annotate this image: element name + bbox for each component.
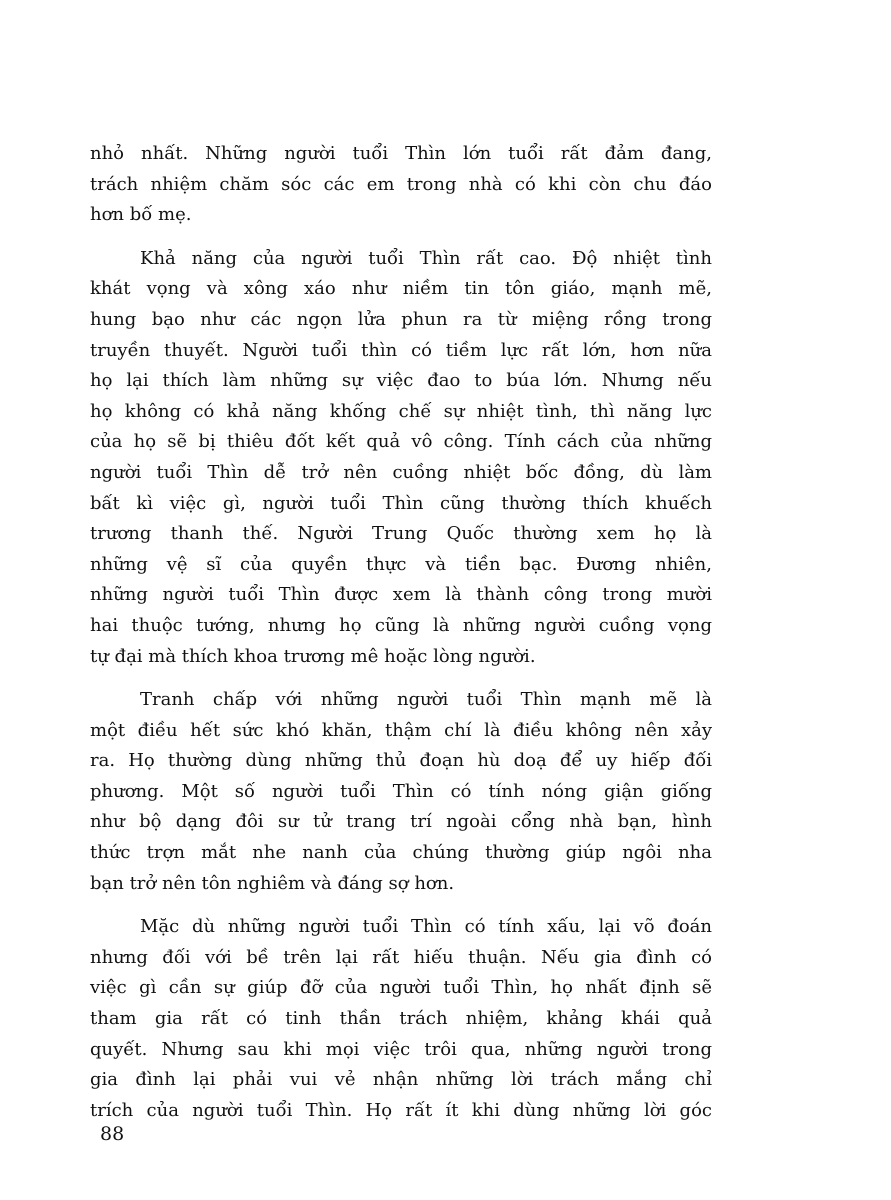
paragraph-3	[90, 685, 712, 899]
text-line: hơn bố mẹ.	[90, 204, 192, 226]
text-line: thức trợn mắt nhe nanh của chúng thường giúp ngôi nha	[90, 842, 712, 864]
text-line: truyền thuyết. Người tuổi thìn có tiềm lực rất lớn, hơn nữa	[90, 339, 712, 361]
text-line: gia đình lại phải vui vẻ nhận những lời trách mắng chỉ	[90, 1069, 712, 1091]
text-line: người tuổi Thìn dễ trở nên cuồng nhiệt bốc đồng, dù làm	[90, 461, 712, 483]
text-line: họ lại thích làm những sự việc đao to búa lớn. Nhưng nếu	[90, 370, 712, 392]
text-line: Khả năng của người tuổi Thìn rất cao. Độ nhiệt tình	[140, 247, 712, 269]
text-line: trương thanh thế. Người Trung Quốc thường xem họ là	[90, 523, 712, 545]
text-line: nhỏ nhất. Những người tuổi Thìn lớn tuổi rất đảm đang,	[90, 143, 712, 164]
text-line: tự đại mà thích khoa trương mê hoặc lòng người.	[90, 645, 536, 667]
text-line: một điều hết sức khó khăn, thậm chí là điều không nên xảy	[90, 719, 712, 741]
text-line: của họ sẽ bị thiêu đốt kết quả vô công. Tính cách của những	[90, 431, 712, 453]
text-line: Tranh chấp với những người tuổi Thìn mạnh mẽ là	[140, 689, 712, 711]
text-line: ra. Họ thường dùng những thủ đoạn hù doạ để uy hiếp đối	[90, 750, 712, 772]
paragraph-1	[90, 139, 712, 231]
text-line: nhưng đối với bề trên lại rất hiếu thuận. Nếu gia đình có	[90, 946, 712, 968]
text-line: bạn trở nên tôn nghiêm và đáng sợ hơn.	[90, 872, 455, 894]
text-line: những vệ sĩ của quyền thực và tiền bạc. Đương nhiên,	[90, 553, 712, 575]
paragraph-2	[90, 244, 712, 672]
text-line: Mặc dù những người tuổi Thìn có tính xấu, lại võ đoán	[140, 916, 712, 938]
text-line: trích của người tuổi Thìn. Họ rất ít khi dùng những lời góc	[90, 1099, 712, 1121]
text-line: những người tuổi Thìn được xem là thành công trong mười	[90, 584, 712, 606]
text-line: trách nhiệm chăm sóc các em trong nhà có khi còn chu đáo	[90, 173, 712, 195]
text-line: phương. Một số người tuổi Thìn có tính nóng giận giống	[90, 780, 712, 802]
text-line: bất kì việc gì, người tuổi Thìn cũng thường thích khuếch	[90, 492, 712, 514]
text-line: quyết. Nhưng sau khi mọi việc trôi qua, những người trong	[90, 1038, 712, 1060]
text-line: việc gì cần sự giúp đỡ của người tuổi Thìn, họ nhất định sẽ	[90, 977, 712, 999]
paragraph-4	[90, 912, 712, 1126]
page-number: 88	[100, 1123, 125, 1145]
text-line: họ không có khả năng khống chế sự nhiệt tình, thì năng lực	[90, 400, 712, 422]
text-line: như bộ dạng đôi sư tử trang trí ngoài cổng nhà bạn, hình	[90, 811, 712, 833]
text-line: hung bạo như các ngọn lửa phun ra từ miệng rồng trong	[90, 308, 712, 330]
page-body	[90, 139, 712, 1139]
text-line: khát vọng và xông xáo như niềm tin tôn giáo, mạnh mẽ,	[90, 278, 712, 300]
text-line: tham gia rất có tinh thần trách nhiệm, khảng khái quả	[90, 1008, 712, 1030]
text-line: hai thuộc tướng, nhưng họ cũng là những người cuồng vọng	[90, 614, 712, 636]
